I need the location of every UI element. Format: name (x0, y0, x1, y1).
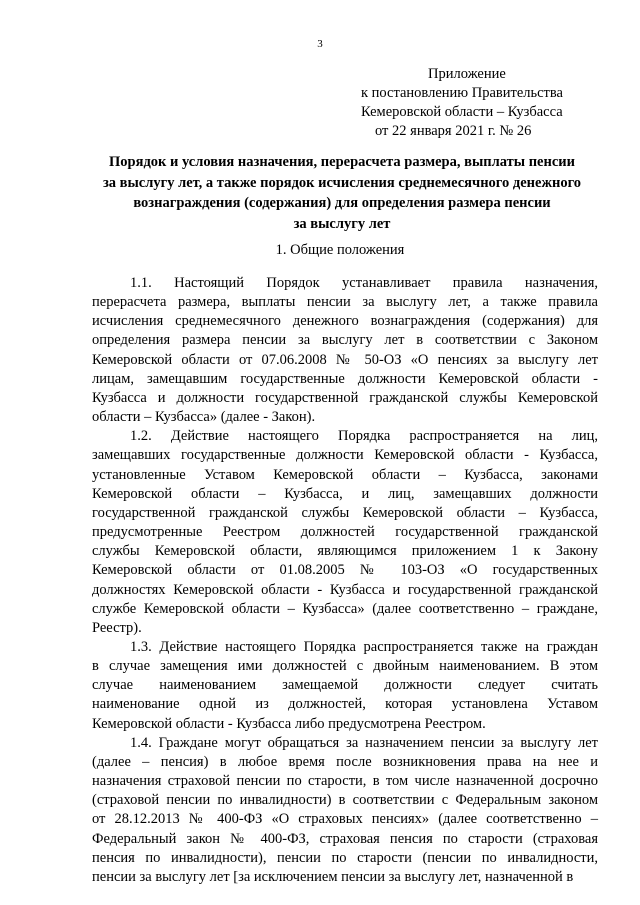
paragraph-line: установленные Уставом Кемеровской области – Кузбасса, законами (92, 466, 598, 483)
document-title (92, 152, 592, 234)
paragraph-line: Кемеровской области от 01.08.2005 № 103-ОЗ «О государственных (92, 562, 598, 579)
paragraph-line: 1.3. Действие настоящего Порядка распространяется также на граждан (130, 638, 598, 655)
paragraph-line: 1.2. Действие настоящего Порядка распространяется на лиц, (130, 428, 598, 445)
paragraph-line: Кемеровской области – Кузбасса, и лиц, замещавших должности (92, 485, 598, 502)
paragraph-3 (92, 638, 598, 734)
paragraph-line: должностях Кемеровской области - Кузбасса и государственной гражданской (92, 581, 598, 598)
paragraph-line: пенсия по инвалидности), пенсии по старости (пенсии по инвалидности, (92, 849, 598, 866)
appendix-line-4: от 22 января 2021 г. № 26 (375, 123, 532, 139)
paragraph-line: лицам, замещавшим государственные должности Кемеровской области - (92, 370, 598, 387)
paragraph-line: исчисления среднемесячного денежного вознаграждения (содержания) для (92, 313, 598, 330)
paragraph-line: Кузбасса и должности государственной гражданской службы Кемеровской (92, 389, 598, 406)
paragraph-line: от 28.12.2013 № 400-ФЗ «О страховых пенсиях» (далее соответственно – (92, 811, 598, 828)
paragraph-line: случае наименованием замещаемой должности следует считать (92, 677, 598, 694)
paragraph-line: Федеральный закон № 400-ФЗ, страховая пенсия по старости (страховая (92, 830, 598, 847)
paragraph-line: 1.4. Граждане могут обращаться за назначением пенсии за выслугу лет (130, 734, 598, 751)
paragraph-line: Кемеровской области от 07.06.2008 № 50-ОЗ «О пенсиях за выслугу лет (92, 351, 598, 368)
appendix-line-1: Приложение (428, 66, 506, 82)
section-heading: 1. Общие положения (275, 242, 405, 258)
paragraph-line: 1.1. Настоящий Порядок устанавливает правила назначения, (130, 275, 598, 291)
paragraph-1 (92, 274, 598, 427)
paragraph-line: назначения страховой пенсии по старости, в том числе назначенной досрочно (92, 773, 598, 790)
paragraph-line: пенсии за выслугу лет [за исключением пенсии за выслугу лет, назначенной в (92, 868, 574, 885)
paragraph-line: определения размера пенсии за выслугу лет в соответствии с Законом (92, 332, 598, 349)
title-line-1: Порядок и условия назначения, перерасчета размера, выплаты пенсии (109, 154, 575, 170)
paragraph-line: наименование одной из должностей, которая установлена Уставом (92, 696, 598, 713)
paragraph-line: замещавших государственные должности Кемеровской области - Кузбасса, (92, 447, 598, 464)
appendix-line-2: к постановлению Правительства (361, 85, 563, 101)
title-line-2: за выслугу лет, а также порядок исчисления среднемесячного денежного (102, 174, 582, 191)
paragraph-line: службы Кемеровской области, являющимся приложением 1 к Закону (92, 543, 598, 560)
paragraph-line: государственной гражданской службы Кемеровской области – Кузбасса, (92, 504, 598, 521)
paragraph-line: области – Кузбасса» (далее - Закон). (92, 409, 316, 426)
paragraph-line: предусмотренные Реестром должностей государственной гражданской (92, 524, 598, 541)
title-line-4: за выслугу лет (293, 215, 391, 232)
appendix-line-3: Кемеровской области – Кузбасса (361, 104, 563, 120)
paragraph-line: Кемеровской области - Кузбасса либо предусмотрена Реестром. (92, 715, 486, 732)
paragraph-line: перерасчета размера, выплаты пенсии за выслугу лет, а также правила (92, 294, 598, 311)
paragraph-line: (далее – пенсия) в любое время после возникновения права на нее и (92, 753, 598, 770)
paragraph-line: в случае замещения ими должностей с двойным наименованием. В этом (92, 658, 598, 675)
page-number: 3 (317, 38, 323, 50)
paragraph-line: (страховой пенсии по инвалидности) в соответствии с Федеральным законом (92, 792, 598, 809)
title-line-3: вознаграждения (содержания) для определения размера пенсии (133, 195, 551, 211)
paragraph-4 (92, 734, 598, 887)
document-body (92, 274, 598, 887)
paragraph-line: Реестр). (92, 619, 142, 636)
paragraph-2 (92, 427, 598, 638)
paragraph-line: службе Кемеровской области – Кузбасса» (далее соответственно – граждане, (92, 600, 598, 617)
